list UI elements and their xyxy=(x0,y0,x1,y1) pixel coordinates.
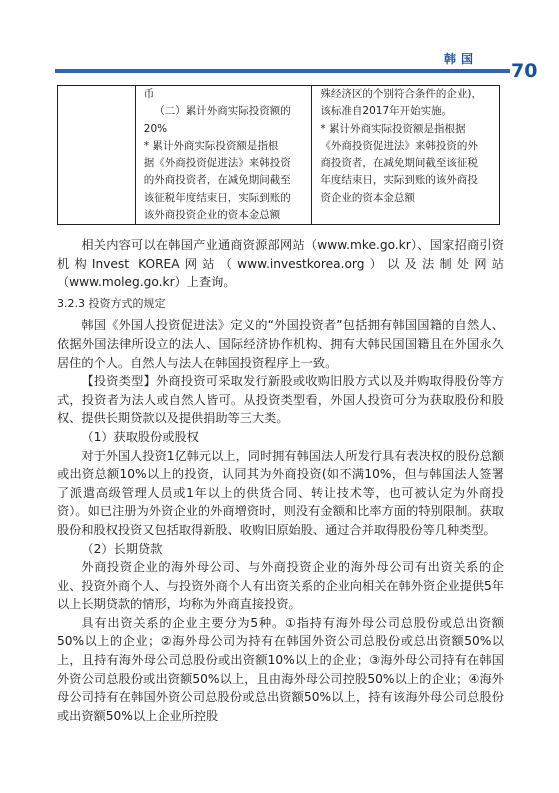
paragraph: 相关内容可以在韩国产业通商资源部网站（www.mke.go.kr）、国家招商引资机构Invest KOREA网站（www.investkorea.org）以及法制处网站（www.moleg.go.kr）上查询。 xyxy=(57,238,504,290)
table-line: 《外商投资促进法》来韩投资的外 xyxy=(320,139,478,152)
paragraph: 对于外国人投资1亿韩元以上，同时拥有韩国法人所发行具有表决权的股份总额或出资总额10%以上的投资，认同其为外商投资(如不满10%，但与韩国法人签署了派遣高级管理人员或1年以上的供货合同、转让技术等，也可被认定为外商投资）。如已注册为外资企业的外商增资时，则没有金额和比率方面的特别限制。获取股份和股权投资又包括取得新股、收购旧原始股、通过合并取得股份等几种类型。 xyxy=(57,448,504,537)
page-number: 70 xyxy=(511,60,538,82)
header-rule xyxy=(55,69,510,73)
table-line: * 累计外商实际投资额是指根据 xyxy=(320,122,466,135)
table-line: （二）累计外商实际投资额的 xyxy=(154,105,291,118)
header-country: 韩国 xyxy=(444,52,479,66)
body-text xyxy=(57,236,504,725)
paragraph: 韩国《外国人投资促进法》定义的“外国投资者”包括拥有韩国国籍的自然人、依据外国法律所设立的法人、国际经济协作机构、拥有大韩民国国籍且在外国永久居住的个人。自然人与法人在韩国投资程序上一致。 xyxy=(57,318,504,370)
table-line: 年度结束日，实际到账的该外商投 xyxy=(320,174,478,187)
subheading: （1）获取股份或股权 xyxy=(81,429,199,444)
tax-table xyxy=(57,85,500,225)
table-line: 商投资者，在减免期间截至该征税 xyxy=(320,157,478,170)
table-line: 该征税年度结束日，实际到账的 xyxy=(143,191,291,204)
table-line: 币 xyxy=(143,88,155,100)
table-line: 20% xyxy=(143,122,168,135)
table-line: 殊经济区的个别符合条件的企业)， xyxy=(320,88,483,100)
paragraph: 外商投资企业的海外母公司、与外商投资企业的海外母公司有出资关系的企业、投资外商个人、与投资外商个人有出资关系的企业向相关在韩外资企业提供5年以上长期贷款的情形，均称为外商直接投资。 xyxy=(57,560,504,612)
table-cell-right xyxy=(312,86,500,225)
table-line: 资企业的资本金总额 xyxy=(320,191,415,204)
page-header xyxy=(0,0,559,88)
table-line: 的外商投资者，在减免期间截至 xyxy=(143,174,291,187)
table-line: 据《外商投资促进法》来韩投资 xyxy=(143,157,291,170)
table-cell-left xyxy=(135,86,312,225)
table-row xyxy=(58,86,500,225)
section-heading: 3.2.3 投资方式的规定 xyxy=(57,296,166,310)
subheading: （2）长期贷款 xyxy=(81,541,163,556)
paragraph: 【投资类型】外商投资可采取发行新股或收购旧股方式以及并购取得股份等方式，投资者为法人或自然人皆可。从投资类型看，外国人投资可分为获取股份和股权、提供长期贷款以及提供捐助等三大类。 xyxy=(57,374,504,426)
paragraph: 具有出资关系的企业主要分为5种。①指持有海外母公司总股份或总出资额50%以上的企业；②海外母公司为持有在韩国外资公司总股份或总出资额50%以上，且持有海外母公司总股份或出资额10%以上的企业；③海外母公司持有在韩国外资公司总股份或出资额50%以上，且由海外母公司控股50%以上的企业；④海外母公司持有在韩国外资公司总股份或总出资额50%以上，持有该海外母公司总股份或出资额50%以上企业所控股 xyxy=(57,615,504,723)
table-line: 该外商投资企业的资本金总额 xyxy=(143,209,281,222)
table-line: * 累计外商实际投资额是指根 xyxy=(143,139,279,152)
table-line: 该标准自2017年开始实施。 xyxy=(320,105,453,118)
table-cell-empty xyxy=(58,86,136,225)
